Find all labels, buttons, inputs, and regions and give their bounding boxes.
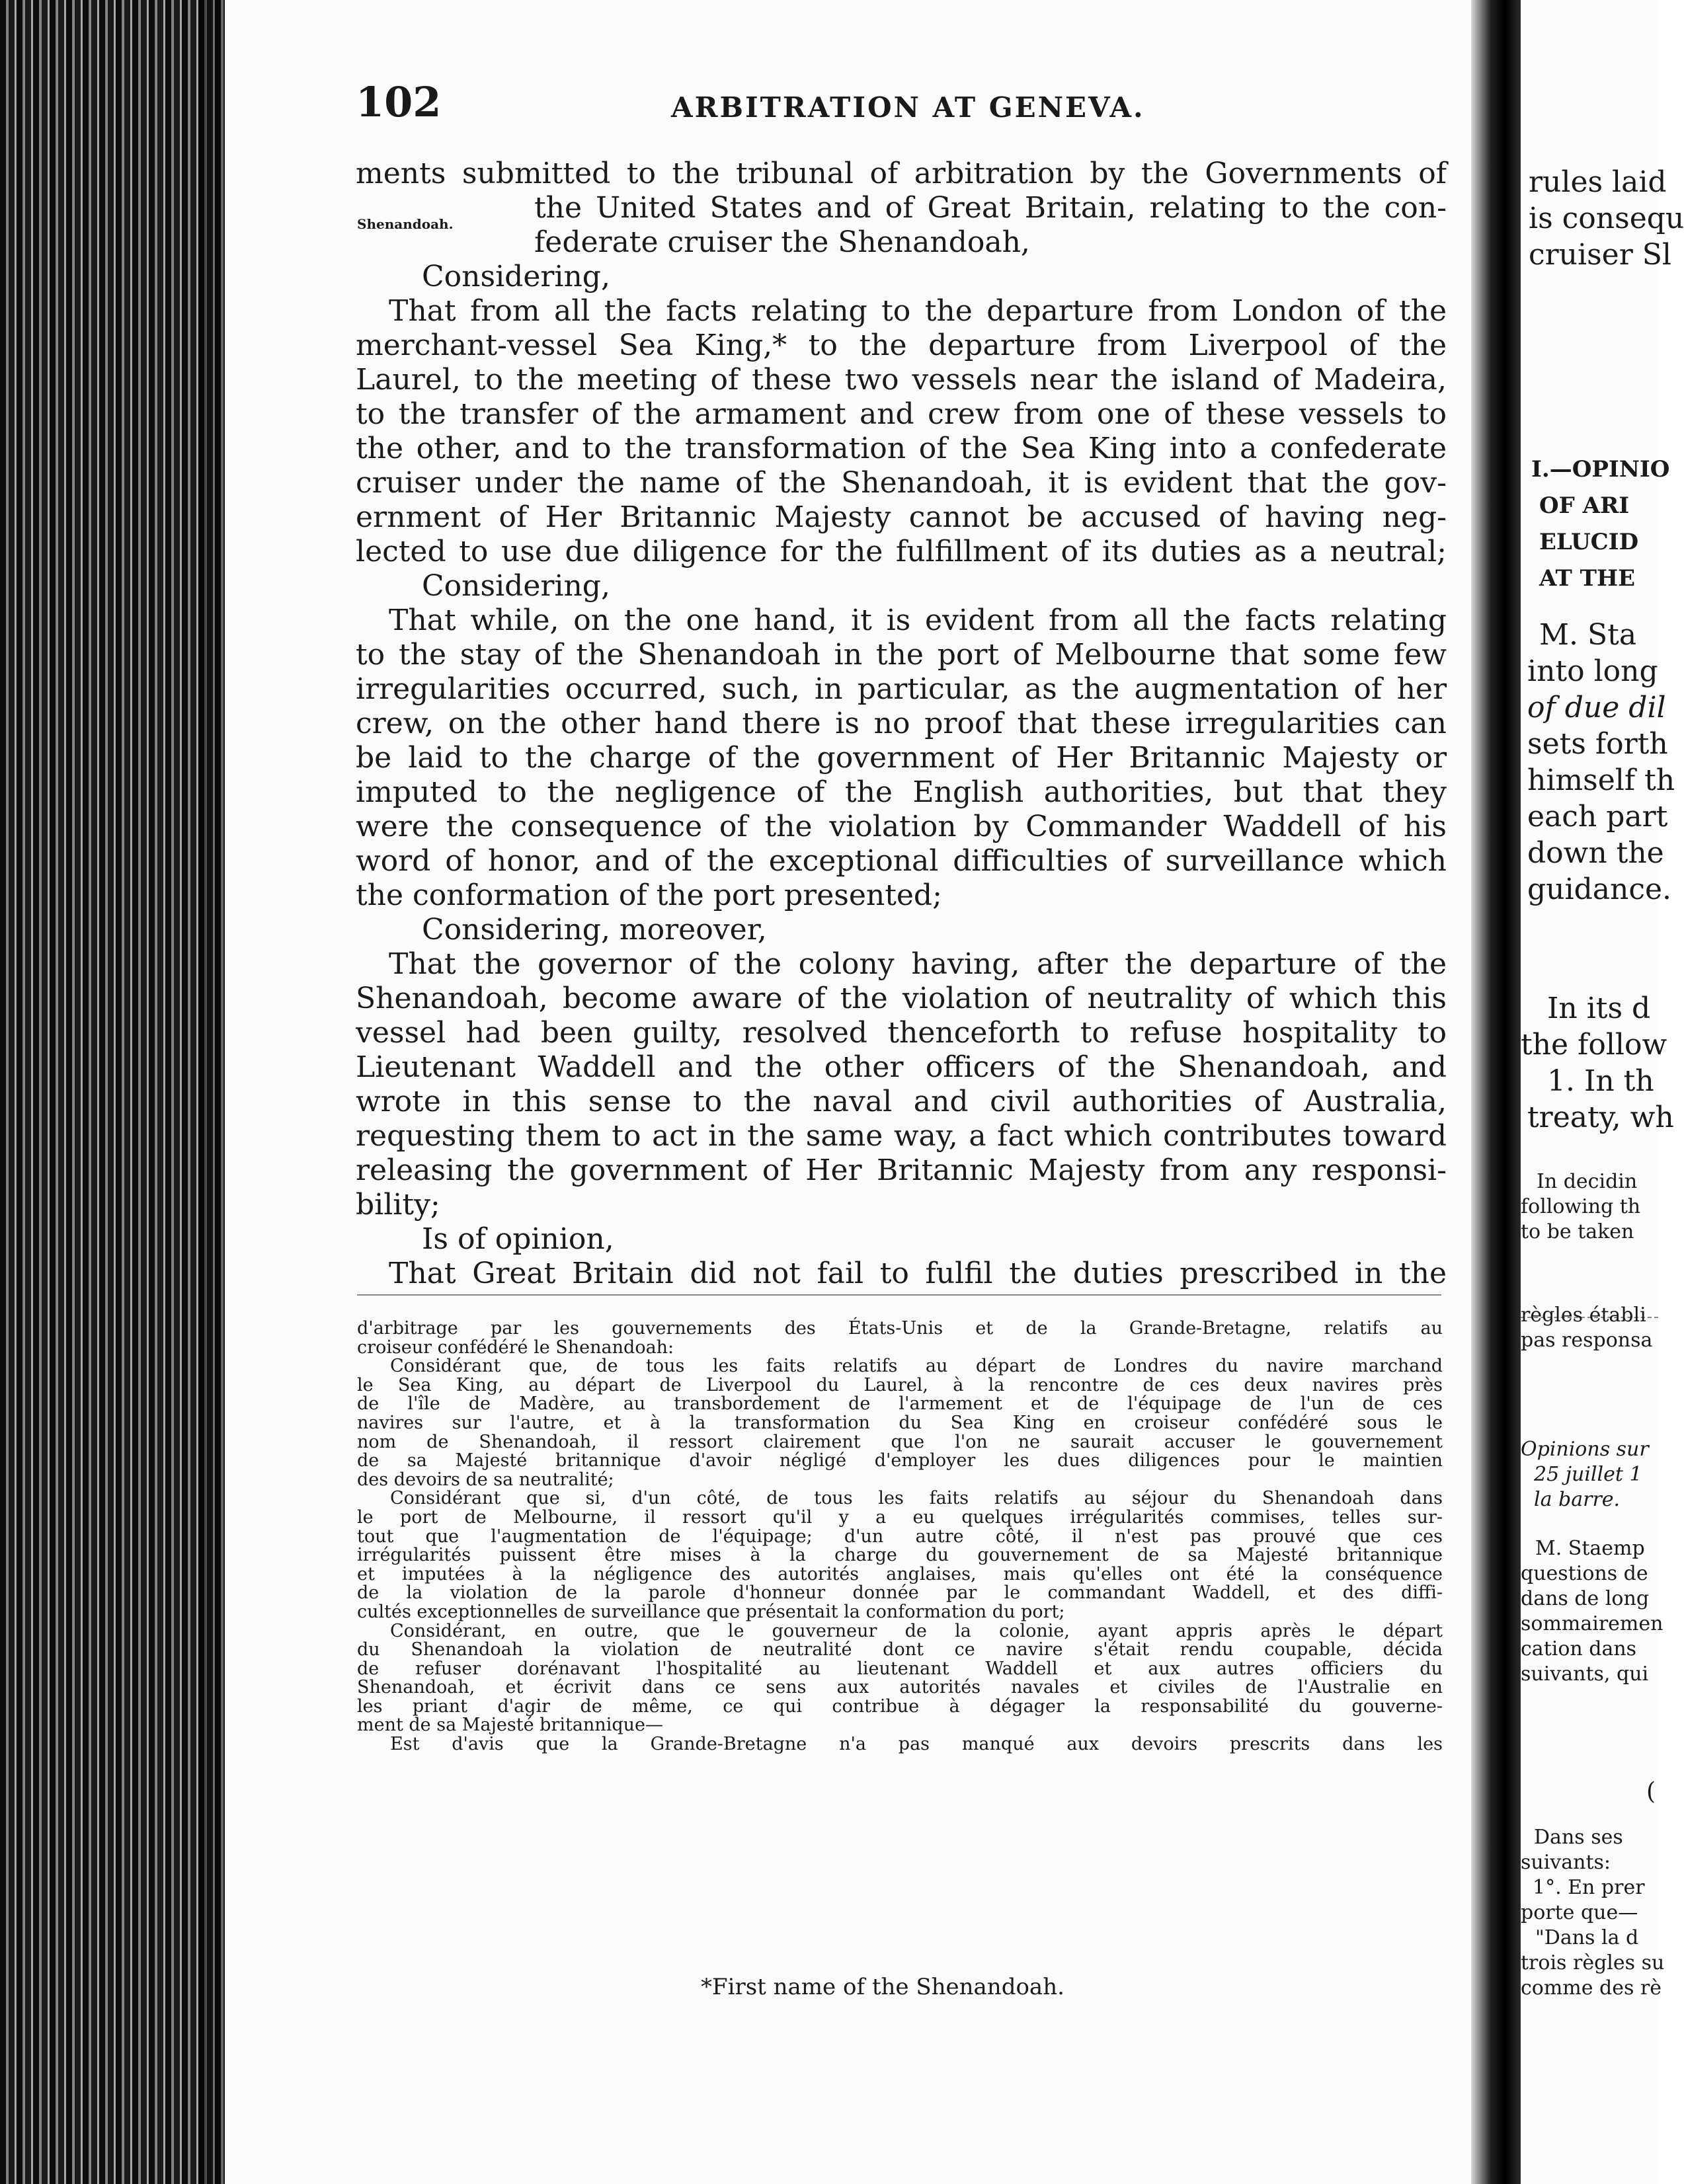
next-page-line: (	[1646, 1778, 1656, 1805]
next-page-line: "Dans la d	[1535, 1926, 1639, 1949]
french-line: des devoirs de sa neutralité;	[357, 1469, 614, 1490]
next-page-line: In decidin	[1537, 1170, 1638, 1193]
next-page-line: pas responsa	[1521, 1329, 1653, 1352]
text-line: to the stay of the Shenandoah in the port of Melbourne that some few	[356, 638, 1447, 672]
next-page-line: dans de long	[1521, 1587, 1650, 1610]
next-page-line: sets forth	[1527, 727, 1668, 761]
french-line: de sa Majesté britannique d'avoir négligé d'employer les dues diligences pour le maintien	[357, 1450, 1443, 1471]
french-line: de l'île de Madère, au transbordement de l'armement et de l'équipage de l'un de ces	[357, 1393, 1443, 1415]
text-line: were the consequence of the violation by Commander Waddell of his	[356, 810, 1447, 843]
french-line: navires sur l'autre, et à la transformation du Sea King en croiseur confédéré sous le	[357, 1412, 1443, 1433]
text-line: releasing the government of Her Britannic Majesty from any responsi-	[356, 1153, 1447, 1187]
text-line: That Great Britain did not fail to fulfil the duties prescribed in the	[389, 1257, 1447, 1290]
text-line: crew, on the other hand there is no proof that these irregularities can	[356, 707, 1447, 740]
running-head: ARBITRATION AT GENEVA.	[671, 91, 1145, 124]
next-page-line: trois règles su	[1521, 1951, 1665, 1974]
text-line: wrote in this sense to the naval and civil authorities of Australia,	[356, 1085, 1447, 1118]
text-line: Shenandoah, become aware of the violation of neutrality of which this	[356, 982, 1447, 1015]
next-page-line: following th	[1521, 1195, 1641, 1218]
text-line: word of honor, and of the exceptional difficulties of surveillance which	[356, 844, 1447, 878]
next-page-heading: I.—OPINIO	[1531, 456, 1670, 483]
text-line: That the governor of the colony having, after the departure of the	[389, 947, 1447, 981]
next-page-line: M. Sta	[1539, 618, 1637, 652]
next-page-line: himself th	[1527, 763, 1675, 797]
text-line: Laurel, to the meeting of these two vessels near the island of Madeira,	[356, 363, 1447, 397]
next-page-heading: ELUCID	[1539, 529, 1639, 555]
text-line: requesting them to act in the same way, a fact which contributes toward	[356, 1119, 1447, 1153]
next-page-line: suivants, qui	[1521, 1662, 1649, 1686]
next-page-line: 25 juillet 1	[1534, 1463, 1642, 1486]
french-line: Considérant que, de tous les faits relatifs au départ de Londres du navire marchand	[390, 1356, 1443, 1377]
next-page-heading: AT THE	[1539, 565, 1635, 592]
text-line: the United States and of Great Britain, relating to the con-	[534, 191, 1447, 225]
french-line: du Shenandoah la violation de neutralité dont ce navire s'était rendu coupable, décida	[357, 1639, 1443, 1660]
text-line: imputed to the negligence of the English authorities, but that they	[356, 775, 1447, 809]
next-page-heading: OF ARI	[1539, 492, 1630, 519]
text-line: ernment of Her Britannic Majesty cannot be accused of having neg-	[356, 500, 1447, 534]
text-line: That from all the facts relating to the departure from London of the	[389, 294, 1447, 328]
text-line: lected to use due diligence for the fulfillment of its duties as a neutral;	[356, 535, 1447, 568]
next-page-line: sommairemen	[1521, 1612, 1664, 1635]
text-line: That while, on the one hand, it is evident from all the facts relating	[389, 604, 1447, 637]
french-line: tout que l'augmentation de l'équipage; d'un autre côté, il n'est pas prouvé que ces	[357, 1526, 1443, 1547]
next-page-line: In its d	[1547, 992, 1651, 1025]
text-line: Considering,	[422, 569, 610, 603]
next-page-line: each part	[1527, 800, 1668, 834]
next-page-line: 1°. En prer	[1533, 1876, 1645, 1899]
text-line: the other, and to the transformation of the Sea King into a confederate	[356, 432, 1447, 465]
next-page-fragment	[1521, 0, 1684, 2184]
main-english-text	[356, 157, 1447, 1291]
text-line: ments submitted to the tribunal of arbitration by the Governments of	[356, 157, 1447, 190]
next-page-line: is consequ	[1529, 202, 1684, 235]
next-page-line: the follow	[1521, 1028, 1667, 1062]
next-page-line: rules laid	[1529, 165, 1667, 199]
page-number: 102	[356, 78, 442, 126]
french-translation-text	[357, 1319, 1443, 1754]
french-line: de refuser dorénavant l'hospitalité au lieutenant Waddell et aux autres officiers du	[357, 1658, 1443, 1679]
next-page-line: comme des rè	[1521, 1976, 1662, 2000]
page-gutter	[1471, 0, 1527, 2184]
french-line: ment de sa Majesté britannique—	[357, 1715, 663, 1736]
text-line: the conformation of the port presented;	[356, 878, 942, 912]
text-line: Considering,	[422, 260, 610, 293]
next-page-line: to be taken	[1521, 1220, 1634, 1243]
next-page-line: down the	[1527, 836, 1664, 870]
next-page-line: questions de	[1521, 1562, 1648, 1585]
french-line: de la violation de la parole d'honneur donnée par le commandant Waddell, et des diffi-	[357, 1582, 1443, 1604]
french-line: le port de Melbourne, il ressort qu'il y a eu quelques irrégularités commises, telles sur-	[357, 1506, 1443, 1528]
french-line: et imputées à la négligence des autorités anglaises, mais qu'elles ont été la conséquence	[357, 1563, 1443, 1584]
text-line: bility;	[356, 1188, 440, 1222]
next-page-line: 1. In th	[1547, 1064, 1654, 1098]
french-line: cultés exceptionnelles de surveillance que présentait la conformation du port;	[357, 1601, 1065, 1622]
next-page-line: la barre.	[1534, 1488, 1621, 1511]
text-line: to the transfer of the armament and crew from one of these vessels to	[356, 397, 1447, 431]
french-line: le Sea King, au départ de Liverpool du Laurel, à la rencontre de ces deux navires près	[357, 1374, 1443, 1395]
next-page-line: cation dans	[1521, 1637, 1637, 1660]
text-line: merchant-vessel Sea King,* to the departure from Liverpool of the	[356, 329, 1447, 362]
text-line: vessel had been guilty, resolved thenceforth to refuse hospitality to	[356, 1016, 1447, 1050]
french-line: Est d'avis que la Grande-Bretagne n'a pas manqué aux devoirs prescrits dans les	[390, 1734, 1443, 1755]
next-page-line: of due dil	[1527, 691, 1666, 724]
text-line: cruiser under the name of the Shenandoah, it is evident that the gov-	[356, 466, 1447, 500]
text-line: Considering, moreover,	[422, 913, 767, 947]
text-line: Lieutenant Waddell and the other officers of the Shenandoah, and	[356, 1050, 1447, 1084]
margin-note: Shenandoah.	[357, 216, 454, 232]
french-line: irrégularités puissent être mises à la charge du gouvernement de sa Majesté britannique	[357, 1545, 1443, 1566]
next-page-line: règles établi	[1521, 1304, 1646, 1327]
text-line: be laid to the charge of the government of Her Britannic Majesty or	[356, 741, 1447, 775]
next-page-line: treaty, wh	[1527, 1101, 1674, 1134]
next-page-line: porte que—	[1521, 1901, 1638, 1924]
footnote: *First name of the Shenandoah.	[701, 1974, 1064, 2000]
french-line: les priant d'agir de même, ce qui contribue à dégager la responsabilité du gouverne-	[357, 1696, 1443, 1717]
text-line: federate cruiser the Shenandoah,	[534, 225, 1030, 259]
next-page-line: suivants:	[1521, 1851, 1611, 1874]
french-line: nom de Shenandoah, il ressort clairement que l'on ne saurait accuser le gouvernement	[357, 1431, 1443, 1452]
next-page-line: M. Staemp	[1535, 1537, 1645, 1560]
next-page-line: guidance.	[1527, 873, 1671, 906]
french-line: Considérant, en outre, que le gouverneur de la colonie, ayant appris après le départ	[390, 1620, 1443, 1641]
french-line: d'arbitrage par les gouvernements des États-Unis et de la Grande-Bretagne, relatifs au	[357, 1318, 1443, 1339]
text-line: irregularities occurred, such, in particular, as the augmentation of her	[356, 672, 1447, 706]
french-line: Shenandoah, et écrivit dans ce sens aux autorités navales et civiles de l'Australie en	[357, 1677, 1443, 1698]
next-page-line: cruiser Sl	[1529, 238, 1671, 272]
french-line: croiseur confédéré le Shenandoah:	[357, 1337, 674, 1358]
next-page-line: Opinions sur	[1521, 1438, 1649, 1461]
text-line: Is of opinion,	[422, 1222, 614, 1256]
french-line: Considérant que si, d'un côté, de tous les faits relatifs au séjour du Shenandoah dans	[390, 1488, 1443, 1509]
section-divider	[357, 1294, 1441, 1296]
next-page-line: into long	[1527, 654, 1658, 688]
next-page-line: Dans ses	[1534, 1826, 1623, 1849]
book-binding-edge	[0, 0, 225, 2184]
